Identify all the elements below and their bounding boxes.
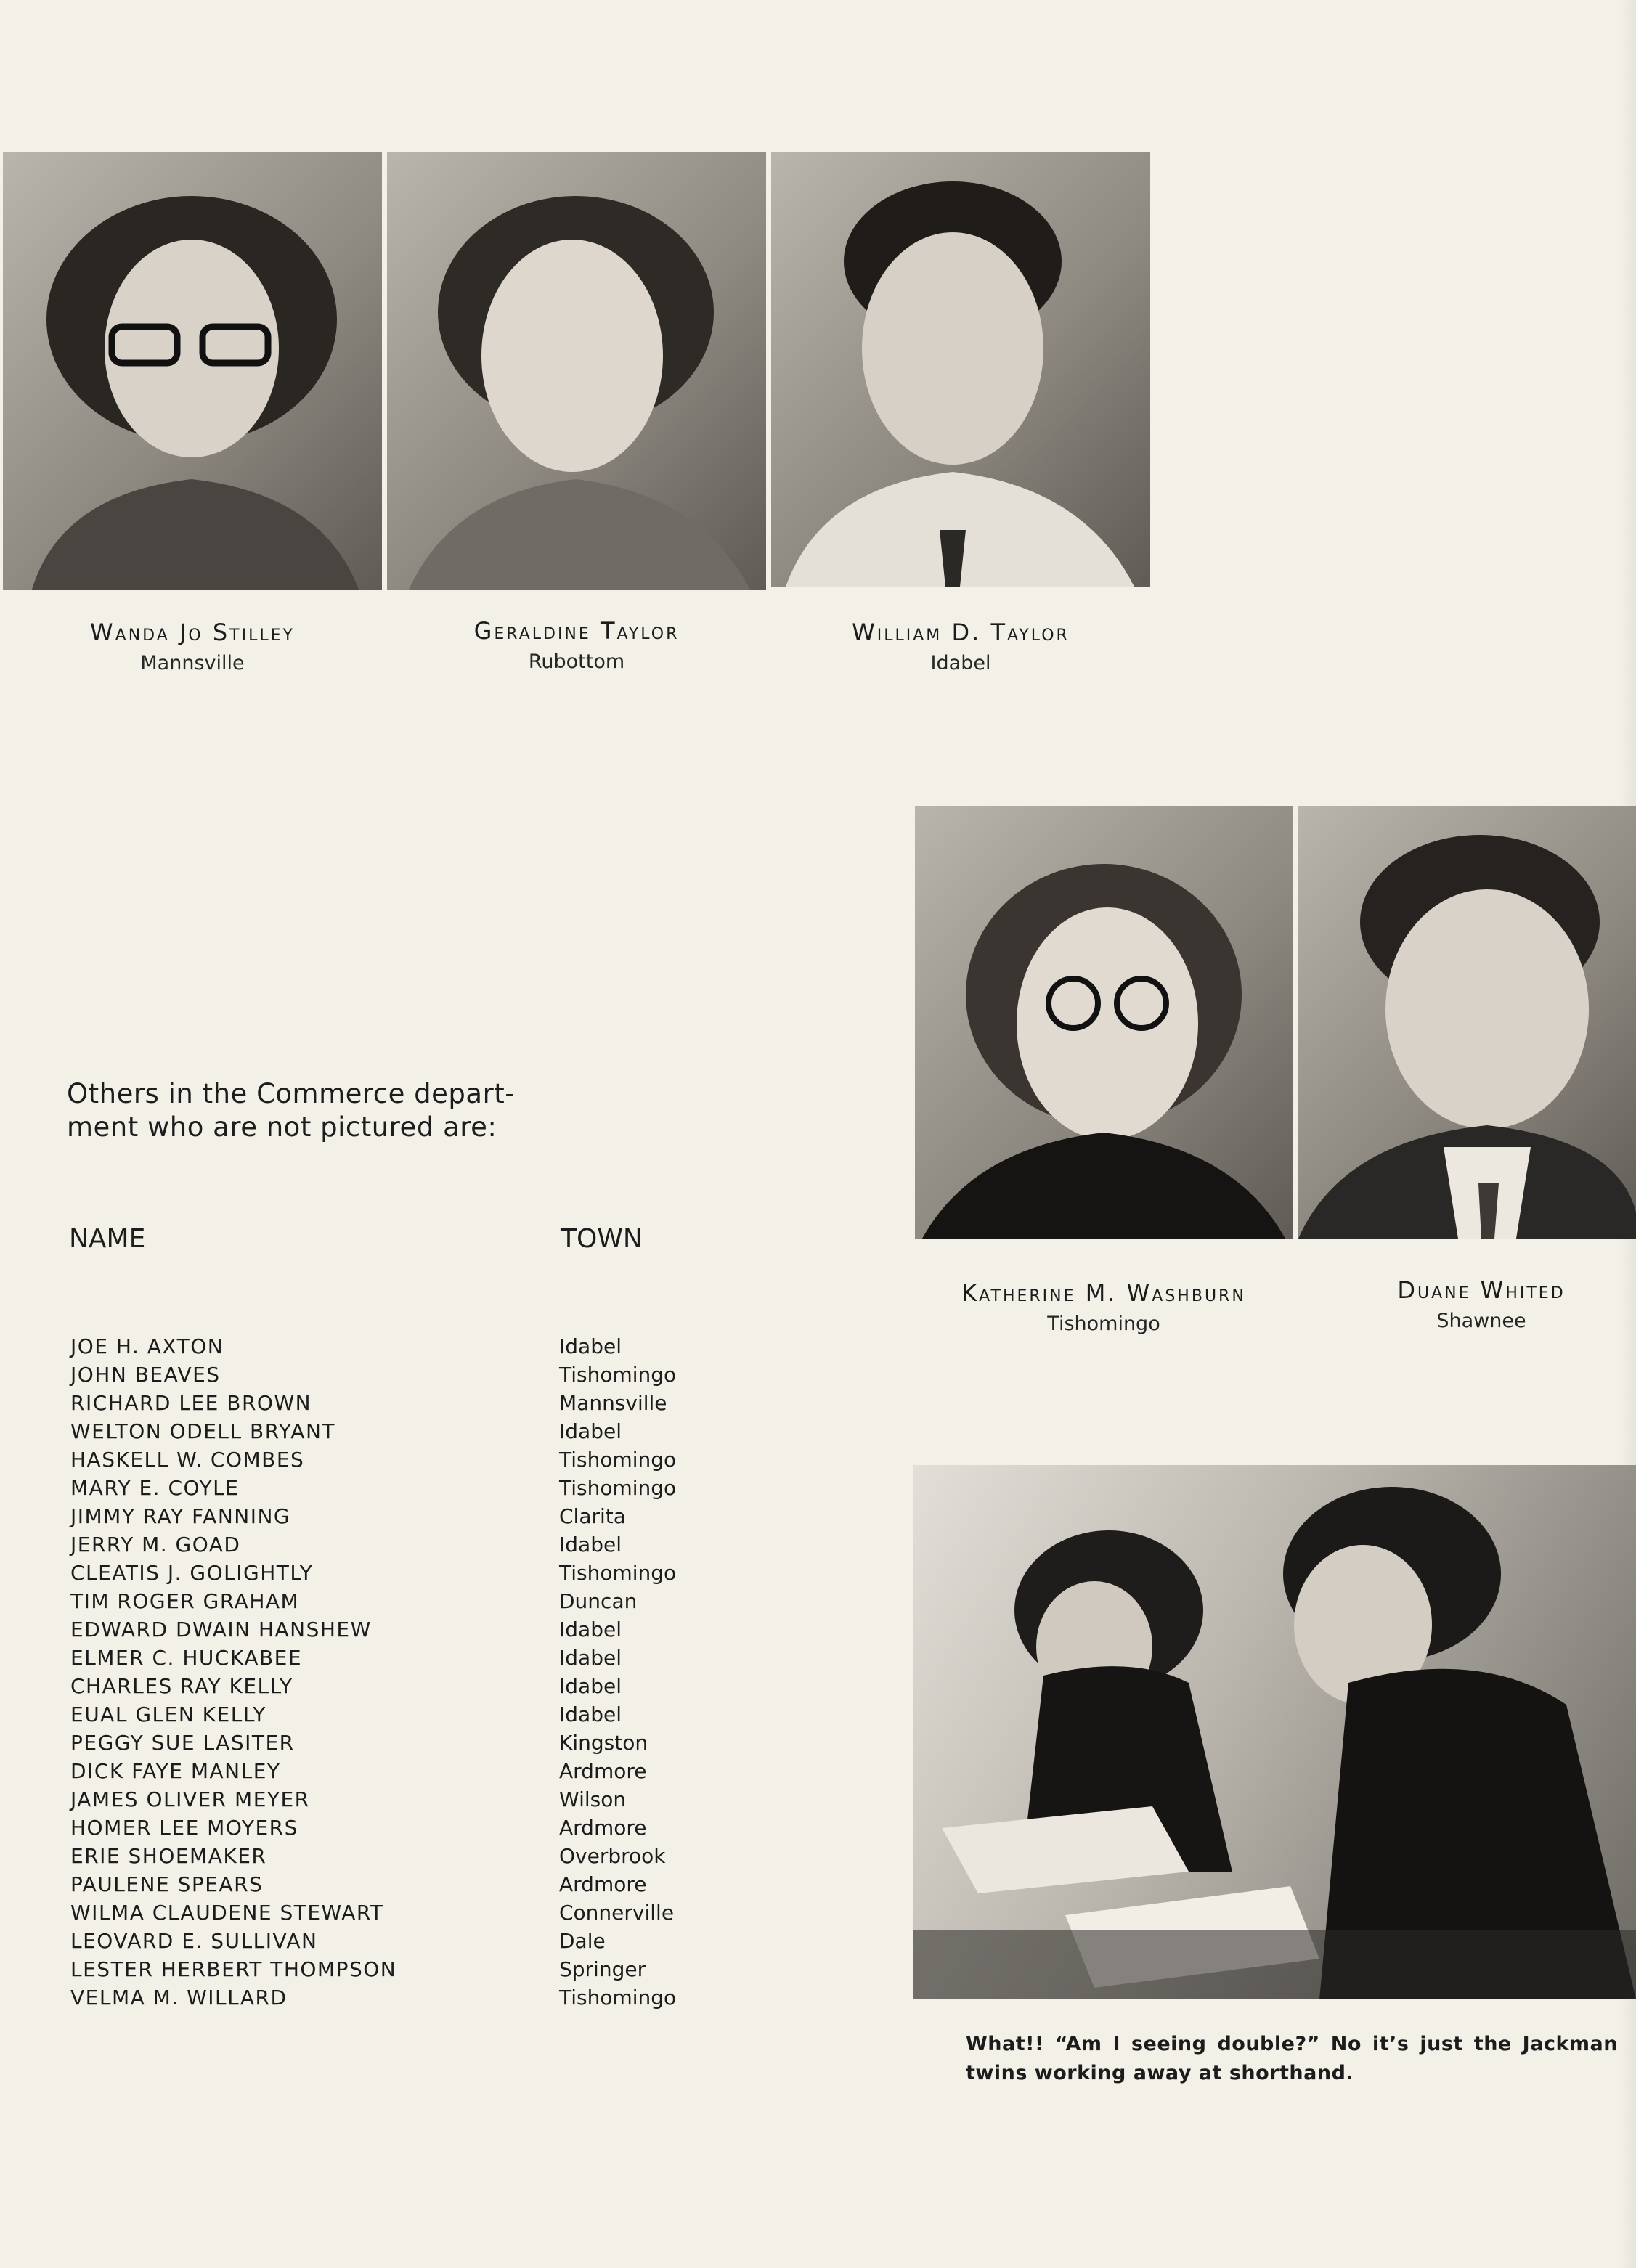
list-item-name: CLEATIS J. GOLIGHTLY bbox=[70, 1561, 314, 1585]
list-item-name: DICK FAYE MANLEY bbox=[70, 1759, 281, 1783]
portrait-town: Shawnee bbox=[1436, 1310, 1526, 1332]
portrait-william-d-taylor bbox=[771, 152, 1150, 587]
list-item-town: Dale bbox=[559, 1929, 606, 1953]
list-item-name: WILMA CLAUDENE STEWART bbox=[70, 1901, 384, 1925]
list-item-town: Tishomingo bbox=[559, 1448, 677, 1472]
portrait-duane-whited bbox=[1298, 806, 1636, 1239]
twins-shorthand-photo bbox=[913, 1465, 1636, 1999]
caption-katherine-m-washburn bbox=[900, 1279, 1307, 1335]
list-item-town: Idabel bbox=[559, 1334, 622, 1358]
portrait-town: Mannsville bbox=[140, 652, 245, 674]
list-item-name: HOMER LEE MOYERS bbox=[70, 1816, 298, 1840]
list-item-name: PEGGY SUE LASITER bbox=[70, 1731, 295, 1755]
intro-text bbox=[67, 1077, 532, 1144]
portrait-geraldine-taylor bbox=[387, 152, 766, 590]
list-item-town: Clarita bbox=[559, 1504, 626, 1528]
portrait-name: Geraldine Taylor bbox=[473, 617, 680, 645]
list-item-town: Overbrook bbox=[559, 1844, 666, 1868]
list-item-name: JIMMY RAY FANNING bbox=[70, 1504, 291, 1528]
list-item-town: Tishomingo bbox=[559, 1986, 677, 2010]
list-item-town: Tishomingo bbox=[559, 1363, 677, 1387]
list-item-name: JOHN BEAVES bbox=[70, 1363, 221, 1387]
portrait-silhouette bbox=[1298, 806, 1636, 1239]
twins-photo-caption: What!! “Am I seeing double?” No it’s just the Jackman twins working away at shorthand. bbox=[966, 2033, 1618, 2084]
caption-duane-whited bbox=[1329, 1276, 1634, 1332]
list-item-town: Idabel bbox=[559, 1618, 622, 1641]
list-item-town: Idabel bbox=[559, 1533, 622, 1557]
list-item-town: Ardmore bbox=[559, 1759, 647, 1783]
portrait-town: Idabel bbox=[930, 652, 991, 674]
list-item-town: Idabel bbox=[559, 1646, 622, 1670]
caption-william-d-taylor bbox=[771, 619, 1150, 674]
portrait-name: Wanda Jo Stilley bbox=[90, 619, 295, 646]
list-item-name: VELMA M. WILLARD bbox=[70, 1986, 288, 2010]
caption-geraldine-taylor bbox=[387, 617, 766, 673]
portrait-town: Rubottom bbox=[528, 650, 625, 673]
intro-line-2: ment who are not pictured are: bbox=[67, 1111, 497, 1143]
list-item-name: LESTER HERBERT THOMPSON bbox=[70, 1957, 397, 1981]
portrait-katherine-m-washburn bbox=[915, 806, 1293, 1239]
list-item-town: Wilson bbox=[559, 1787, 627, 1811]
town-column-header: TOWN bbox=[561, 1224, 643, 1254]
list-item-name: JAMES OLIVER MEYER bbox=[70, 1787, 310, 1811]
portrait-silhouette bbox=[3, 152, 382, 590]
list-item-town: Duncan bbox=[559, 1589, 638, 1613]
list-item-name: HASKELL W. COMBES bbox=[70, 1448, 305, 1472]
twins-photo-figures bbox=[913, 1465, 1636, 1999]
list-item-name: PAULENE SPEARS bbox=[70, 1872, 264, 1896]
list-item-town: Ardmore bbox=[559, 1872, 647, 1896]
list-item-town: Springer bbox=[559, 1957, 646, 1981]
list-item-town: Kingston bbox=[559, 1731, 648, 1755]
list-item-name: MARY E. COYLE bbox=[70, 1476, 240, 1500]
portrait-town: Tishomingo bbox=[1047, 1313, 1160, 1335]
caption-wanda-jo-stilley bbox=[3, 619, 382, 674]
list-item-town: Idabel bbox=[559, 1674, 622, 1698]
portrait-name: William D. Taylor bbox=[852, 619, 1070, 646]
list-item-name: RICHARD LEE BROWN bbox=[70, 1391, 312, 1415]
list-item-name: EDWARD DWAIN HANSHEW bbox=[70, 1618, 372, 1641]
names-list bbox=[70, 1332, 396, 2012]
list-item-town: Ardmore bbox=[559, 1816, 647, 1840]
list-item-name: JERRY M. GOAD bbox=[70, 1533, 241, 1557]
list-item-name: JOE H. AXTON bbox=[70, 1334, 224, 1358]
list-item-name: LEOVARD E. SULLIVAN bbox=[70, 1929, 318, 1953]
portrait-name: Katherine M. Washburn bbox=[961, 1279, 1246, 1307]
name-column-header: NAME bbox=[69, 1224, 146, 1254]
intro-line-1: Others in the Commerce depart- bbox=[67, 1078, 516, 1109]
towns-list bbox=[559, 1332, 676, 2012]
list-item-name: WELTON ODELL BRYANT bbox=[70, 1419, 336, 1443]
list-item-town: Connerville bbox=[559, 1901, 675, 1925]
portrait-silhouette bbox=[915, 806, 1293, 1239]
portrait-name: Duane Whited bbox=[1397, 1276, 1566, 1304]
portrait-wanda-jo-stilley bbox=[3, 152, 382, 590]
list-item-town: Mannsville bbox=[559, 1391, 667, 1415]
list-item-name: ELMER C. HUCKABEE bbox=[70, 1646, 303, 1670]
portrait-silhouette bbox=[771, 152, 1150, 587]
list-item-name: CHARLES RAY KELLY bbox=[70, 1674, 293, 1698]
list-item-town: Idabel bbox=[559, 1702, 622, 1726]
portrait-silhouette bbox=[387, 152, 766, 590]
list-item-town: Idabel bbox=[559, 1419, 622, 1443]
list-item-town: Tishomingo bbox=[559, 1476, 677, 1500]
list-item-name: ERIE SHOEMAKER bbox=[70, 1844, 267, 1868]
list-item-name: TIM ROGER GRAHAM bbox=[70, 1589, 300, 1613]
list-item-town: Tishomingo bbox=[559, 1561, 677, 1585]
list-item-name: EUAL GLEN KELLY bbox=[70, 1702, 266, 1726]
